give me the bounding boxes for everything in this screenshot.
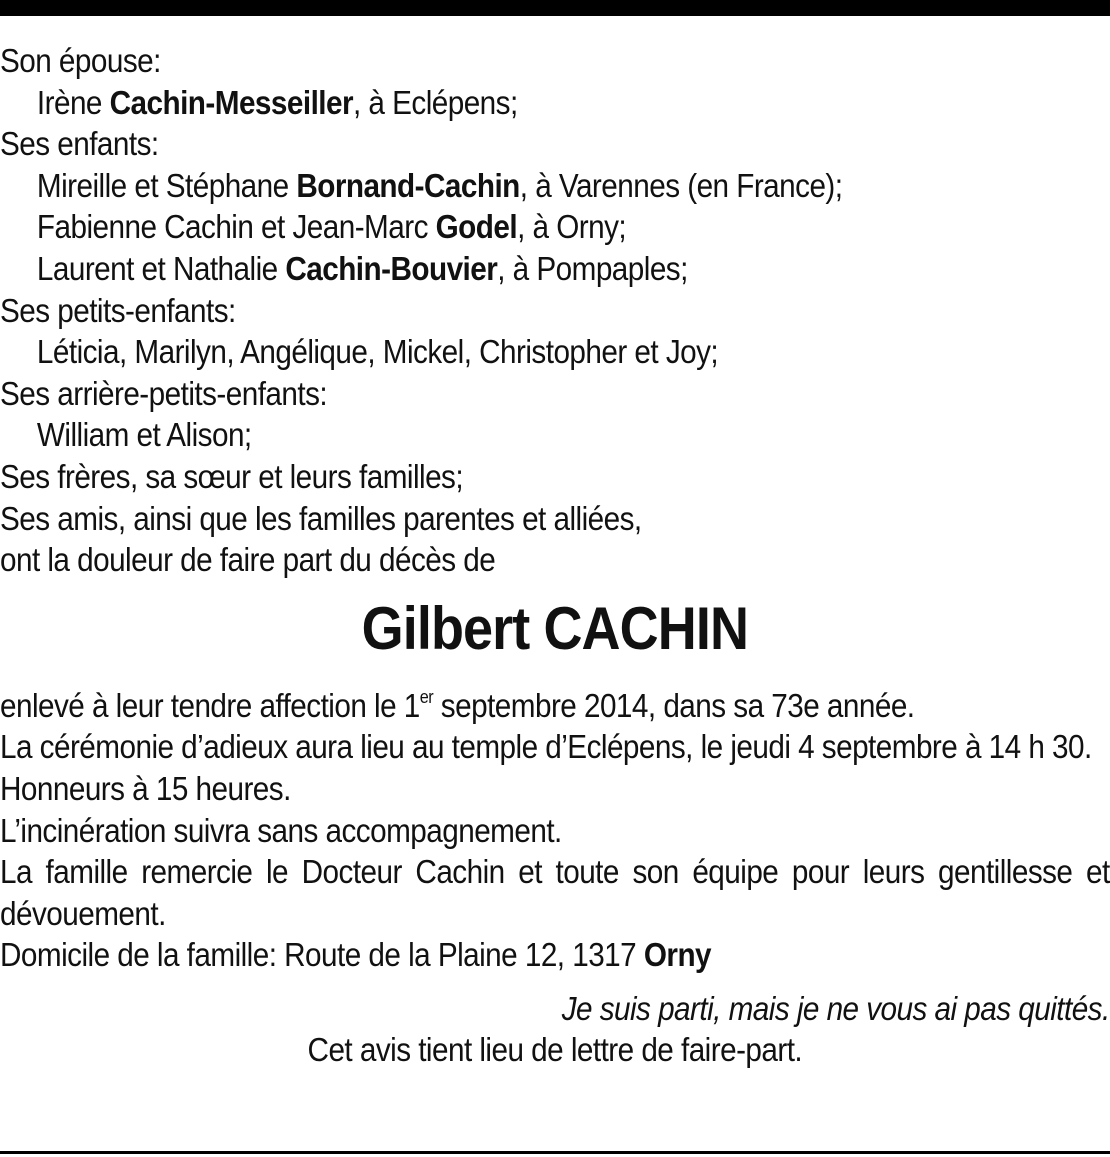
friends-line: Ses amis, ainsi que les familles parentes et alliées,	[0, 499, 642, 537]
spouse-heading: Son épouse:	[0, 42, 161, 79]
child-surname: Bornand-Cachin	[296, 166, 520, 204]
domicile-town: Orny	[643, 936, 712, 974]
child-line	[0, 165, 1110, 207]
obituary-notice	[0, 40, 1110, 1071]
child-line	[0, 248, 1110, 290]
spouse-location: , à Eclépens;	[352, 83, 518, 121]
child-first-names: Fabienne Cachin et Jean-Marc	[36, 208, 436, 246]
epitaph-quote: Je suis parti, mais je ne vous ai pas quittés.	[561, 989, 1110, 1027]
child-line	[0, 206, 1110, 248]
footer-note: Cet avis tient lieu de lettre de faire-part.	[307, 1031, 803, 1069]
child-location: , à Orny;	[517, 208, 627, 246]
spouse-first-name: Irène	[36, 83, 110, 121]
child-surname: Cachin-Bouvier	[285, 249, 498, 287]
child-first-names: Mireille et Stéphane	[36, 166, 297, 204]
ceremony-paragraph: La cérémonie d’adieux aura lieu au temple d’Eclépens, le jeudi 4 septembre à 14 h 30.	[0, 728, 1092, 766]
great-grandchildren-names: William et Alison;	[36, 416, 252, 454]
child-first-names: Laurent et Nathalie	[36, 249, 286, 287]
siblings-line: Ses frères, sa sœur et leurs familles;	[0, 457, 464, 495]
domicile-line	[0, 934, 1110, 976]
death-date-line	[0, 685, 1110, 727]
incineration-line: L’incinération suivra sans accompagnement.	[0, 811, 562, 849]
grandchildren-names: Léticia, Marilyn, Angélique, Mickel, Christopher et Joy;	[36, 333, 719, 371]
honours-line: Honneurs à 15 heures.	[0, 769, 291, 807]
announcement-line: ont la douleur de faire part du décès de	[0, 541, 496, 579]
grandchildren-heading: Ses petits-enfants:	[0, 291, 236, 329]
great-grandchildren-heading: Ses arrière-petits-enfants:	[0, 374, 328, 412]
deceased-name: Gilbert CACHIN	[361, 594, 749, 662]
death-text-end: septembre 2014, dans sa 73e année.	[433, 686, 915, 724]
spouse-line	[0, 82, 1110, 124]
children-heading: Ses enfants:	[0, 125, 159, 163]
bottom-rule	[0, 1151, 1110, 1154]
ordinal-superscript: er	[419, 686, 434, 707]
thanks-paragraph: La famille remercie le Docteur Cachin et toute son équipe pour leurs gentillesse et dévouement.	[0, 853, 1110, 932]
spouse-surname: Cachin-Messeiller	[109, 83, 353, 121]
child-surname: Godel	[435, 208, 518, 246]
domicile-address: Domicile de la famille: Route de la Plaine 12, 1317	[0, 936, 644, 974]
top-rule	[0, 0, 1110, 16]
child-location: , à Pompaples;	[497, 249, 688, 287]
death-text-start: enlevé à leur tendre affection le 1	[0, 686, 420, 724]
child-location: , à Varennes (en France);	[519, 166, 843, 204]
